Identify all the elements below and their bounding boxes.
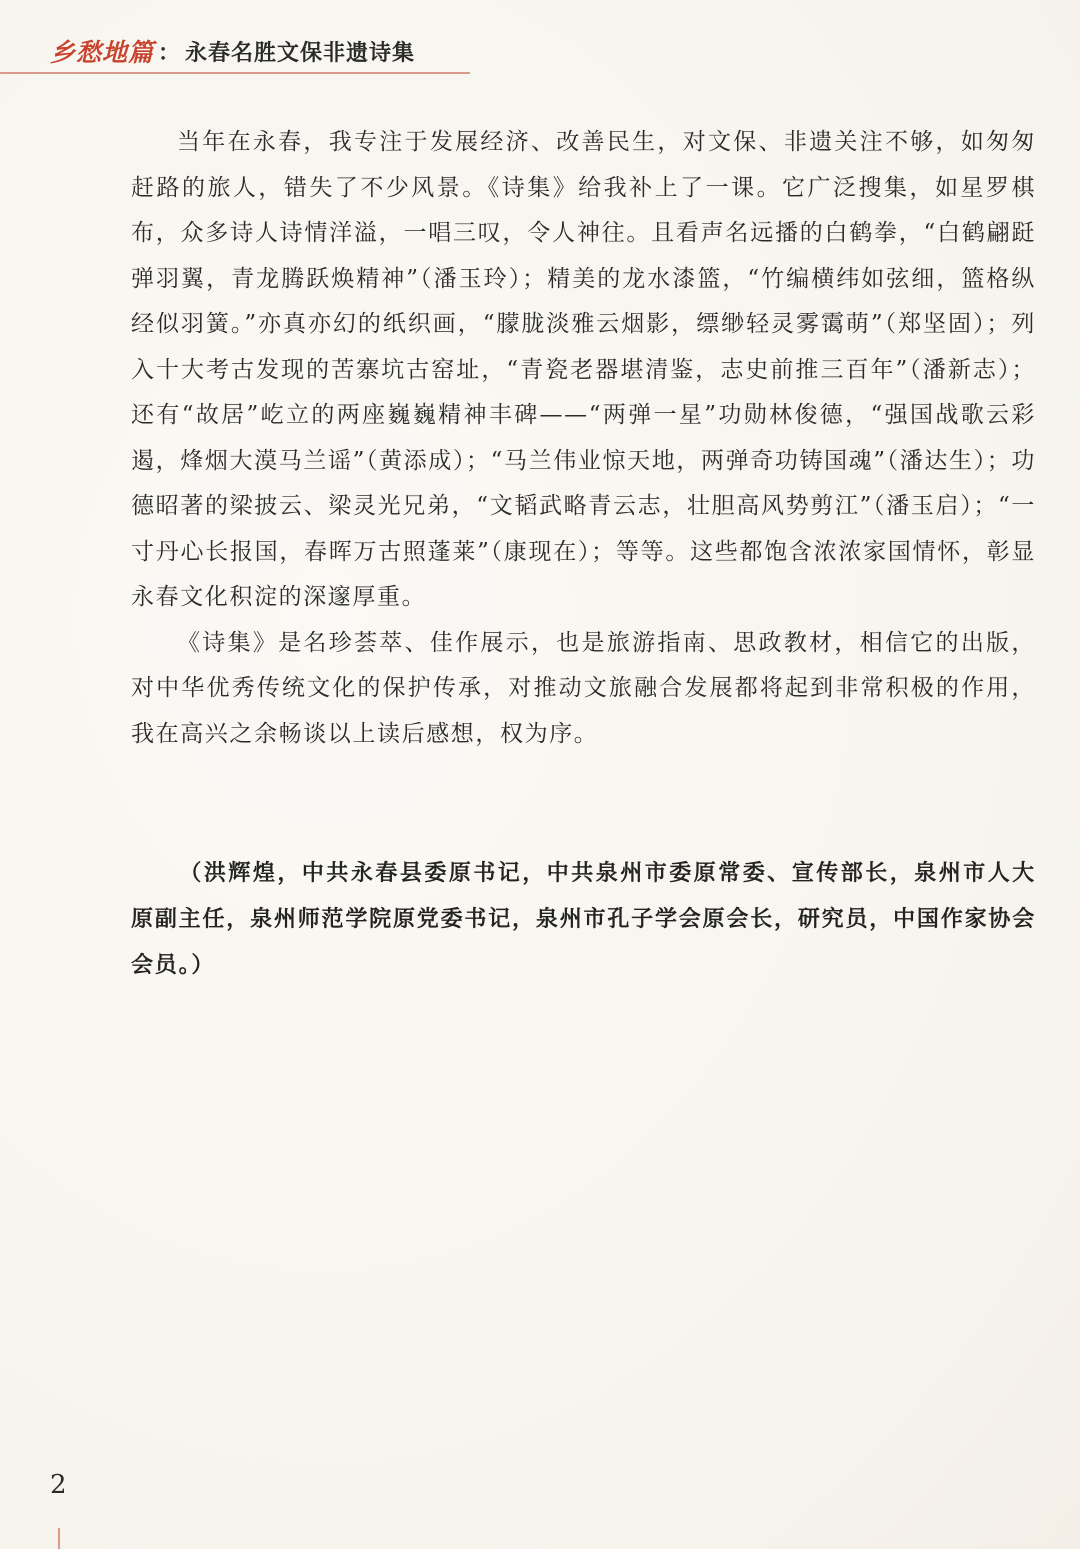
page-number: 2 — [50, 1470, 67, 1500]
header-separator: ： — [158, 40, 182, 66]
running-header — [0, 30, 470, 74]
header-title: 永春名胜文保非遗诗集 — [185, 40, 416, 66]
paragraph-2: 《诗集》是名珍荟萃、佳作展示，也是旅游指南、思政教材，相信它的出版，对中华优秀传统文化的保护传承，对推动文旅融合发展都将起到非常积极的作用，我在高兴之余畅谈以上读后感想，权为序。 — [131, 629, 1036, 747]
paragraph-1: 当年在永春，我专注于发展经济、改善民生，对文保、非遗关注不够，如匆匆赶路的旅人，错失了不少风景。《诗集》给我补上了一课。它广泛搜集，如星罗棋布，众多诗人诗情洋溢，一唱三叹，令人神往。且看声名远播的白鹤拳，“白鹤翩跹弹羽翼，青龙腾跃焕精神”（潘玉玲）；精美的龙水漆篮，“竹编横纬如弦细，篮格纵经似羽簧。”亦真亦幻的纸织画，“朦胧淡雅云烟影，缥缈轻灵雾霭萌”（郑坚固）；列入十大考古发现的苦寨坑古窑址，“青瓷老器堪清鉴，志史前推三百年”（潘新志）；还有“故居”屹立的两座巍巍精神丰碑——“两弹一星”功勋林俊德，“强国战歌云彩遏，烽烟大漠马兰谣”（黄添成）；“马兰伟业惊天地，两弹奇功铸国魂”（潘达生）；功德昭著的梁披云、梁灵光兄弟，“文韬武略青云志，壮胆高风势剪江”（潘玉启）；“一寸丹心长报国，春晖万古照蓬莱”（康现在）；等等。这些都饱含浓浓家国情怀，彰显永春文化积淀的深邃厚重。 — [131, 129, 1036, 610]
author-signature: （洪辉煌，中共永春县委原书记，中共泉州市委原常委、宣传部长，泉州市人大原副主任，泉州师范学院原党委书记，泉州市孔子学会原会长，研究员，中国作家协会会员。） — [131, 860, 1036, 978]
header-brand: 乡愁地篇 — [50, 38, 155, 67]
footer-mark — [58, 1528, 60, 1549]
body-text — [131, 120, 1036, 757]
